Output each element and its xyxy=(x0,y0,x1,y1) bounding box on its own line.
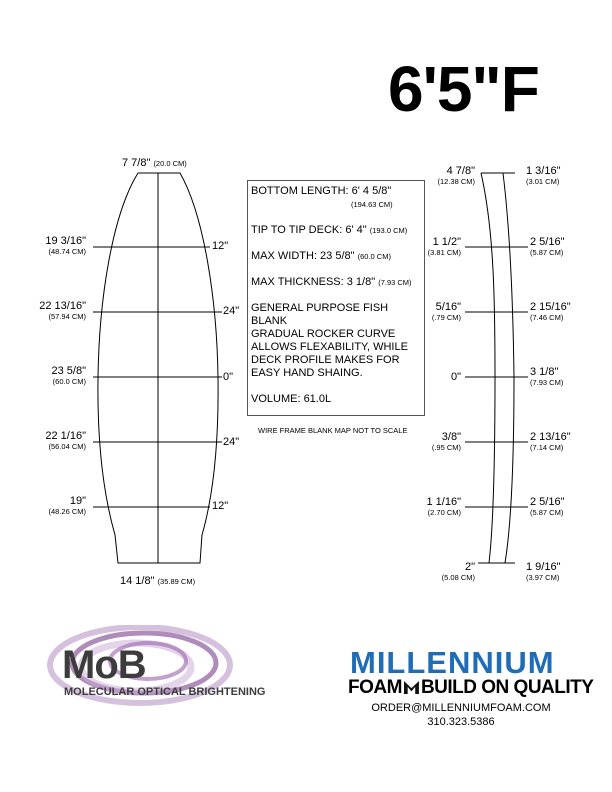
mob-logo-tagline: MOLECULAR OPTICAL BRIGHTENING xyxy=(64,686,266,698)
thickness-label: 2 15/16" (7.46 CM) xyxy=(530,301,571,322)
description: GENERAL PURPOSE FISH BLANK xyxy=(251,302,389,327)
description: DECK PROFILE MAKES FOR xyxy=(251,354,400,366)
phone-number: 310.323.5386 xyxy=(427,716,495,728)
station-label: 12" xyxy=(212,500,229,512)
millennium-logo: MILLENNIUM xyxy=(350,645,555,680)
volume: VOLUME: 61.0L xyxy=(251,393,332,405)
max-width: MAX WIDTH: 23 5/8" (60.0 CM) xyxy=(251,250,391,262)
scale-note: WIRE FRAME BLANK MAP NOT TO SCALE xyxy=(258,426,408,435)
thickness-label: 1 9/16" (3.97 CM) xyxy=(526,561,561,582)
tip-to-tip: TIP TO TIP DECK: 6' 4" (193.0 CM) xyxy=(251,224,408,236)
nose-width: 7 7/8" (20.0 CM) xyxy=(122,157,187,169)
thickness-label: 1 3/16" (3.01 CM) xyxy=(526,165,561,186)
rocker-label: 3/8" (.95 CM) xyxy=(431,431,461,452)
mob-logo-letters: MoB xyxy=(62,643,146,687)
rocker-label: 0" xyxy=(450,371,461,383)
bottom-length: BOTTOM LENGTH: 6' 4 5/8" xyxy=(251,185,392,197)
thickness-label: 2 13/16" (7.14 CM) xyxy=(530,431,571,452)
profile-deck-curve xyxy=(503,173,514,563)
model-title: 6'5"F xyxy=(388,53,539,125)
order-email[interactable]: ORDER@MILLENNIUMFOAM.COM xyxy=(371,702,551,714)
station-label: 12" xyxy=(212,240,229,252)
width-label: 23 5/8" (60.0 CM) xyxy=(51,365,86,386)
width-label: 22 1/16" (56.04 CM) xyxy=(45,430,86,451)
tail-width: 14 1/8" (35.89 CM) xyxy=(120,575,196,587)
millennium-m-icon xyxy=(404,681,419,694)
station-label: 0" xyxy=(223,371,234,383)
rocker-label: 2" (5.08 CM) xyxy=(441,561,475,582)
rocker-label: 1 1/16" (2.70 CM) xyxy=(426,496,461,517)
description: EASY HAND SHAING. xyxy=(251,367,363,379)
rocker-label: 5/16" (.79 CM) xyxy=(431,301,461,322)
station-label: 24" xyxy=(223,436,240,448)
max-thickness: MAX THICKNESS: 3 1/8" (7.93 CM) xyxy=(251,276,412,288)
station-label: 24" xyxy=(223,305,240,317)
spec-info-box: BOTTOM LENGTH: 6' 4 5/8" (194.63 CM) TIP TO TIP DECK: 6' 4" (193.0 CM) MAX WIDTH: 23 5/8" (60.0 CM) MAX THICKNESS: 3 1/8" (7.93 CM) GENERAL PURPOSE FISH BLANK GRADUAL ROCKER CURVE ALLOWS FLEXABILITY, WHILE DECK PROFILE MAKES FOR EASY HAND SHAING. VOLUME: 61.0L xyxy=(247,180,425,416)
description: ALLOWS FLEXABILITY, WHILE xyxy=(251,341,408,353)
millennium-slogan: FOAM BUILD ON QUALITY xyxy=(348,677,594,698)
width-label: 19" (48.26 CM) xyxy=(48,495,86,516)
thickness-label: 2 5/16" (5.87 CM) xyxy=(530,236,565,257)
rocker-label: 4 7/8" (12.38 CM) xyxy=(437,165,475,186)
thickness-label: 3 1/8" (7.93 CM) xyxy=(530,366,564,387)
profile-bottom-curve xyxy=(481,173,495,563)
rocker-label: 1 1/2" (3.81 CM) xyxy=(427,236,461,257)
width-label: 19 3/16" (48.74 CM) xyxy=(45,235,86,256)
width-label: 22 13/16" (57.94 CM) xyxy=(39,300,86,321)
thickness-label: 2 5/16" (5.87 CM) xyxy=(530,496,565,517)
description: GRADUAL ROCKER CURVE xyxy=(251,328,396,340)
